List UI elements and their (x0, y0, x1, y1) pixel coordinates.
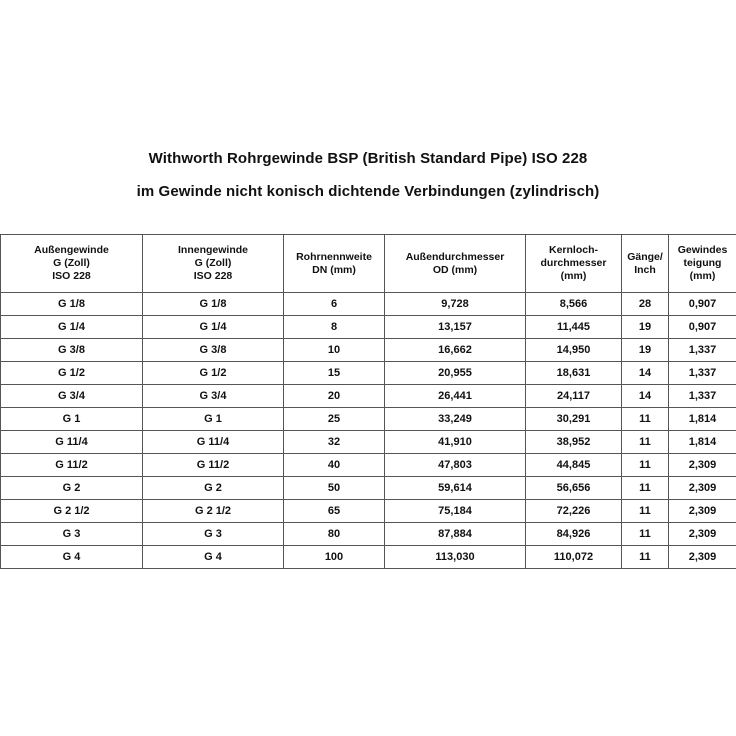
cell-core-hole-diameter: 56,656 (526, 477, 622, 500)
cell-thread-pitch: 1,814 (669, 408, 736, 431)
table-row (1, 293, 736, 316)
cell-internal-thread: G 3/8 (143, 339, 284, 362)
cell-outer-diameter: 75,184 (385, 500, 526, 523)
cell-threads-per-inch: 19 (622, 339, 669, 362)
table-row (1, 339, 736, 362)
cell-external-thread: G 11/4 (1, 431, 143, 454)
cell-internal-thread: G 3/4 (143, 385, 284, 408)
cell-threads-per-inch: 11 (622, 431, 669, 454)
table-row (1, 454, 736, 477)
cell-outer-diameter: 20,955 (385, 362, 526, 385)
cell-internal-thread: G 1/4 (143, 316, 284, 339)
cell-core-hole-diameter: 44,845 (526, 454, 622, 477)
cell-external-thread: G 3/8 (1, 339, 143, 362)
header-thread-pitch: Gewindes teigung (mm) (669, 235, 736, 293)
cell-outer-diameter: 59,614 (385, 477, 526, 500)
cell-outer-diameter: 13,157 (385, 316, 526, 339)
table-row (1, 431, 736, 454)
cell-internal-thread: G 1/8 (143, 293, 284, 316)
header-outer-diameter: Außendurchmesser OD (mm) (385, 235, 526, 293)
cell-core-hole-diameter: 18,631 (526, 362, 622, 385)
cell-threads-per-inch: 11 (622, 408, 669, 431)
cell-thread-pitch: 1,814 (669, 431, 736, 454)
cell-external-thread: G 1/4 (1, 316, 143, 339)
header-core-hole-diameter: Kernloch- durchmesser (mm) (526, 235, 622, 293)
cell-internal-thread: G 3 (143, 523, 284, 546)
cell-thread-pitch: 2,309 (669, 477, 736, 500)
cell-nominal-size: 15 (284, 362, 385, 385)
cell-internal-thread: G 11/4 (143, 431, 284, 454)
table-row (1, 477, 736, 500)
table-row (1, 546, 736, 569)
cell-outer-diameter: 9,728 (385, 293, 526, 316)
cell-nominal-size: 65 (284, 500, 385, 523)
cell-threads-per-inch: 19 (622, 316, 669, 339)
header-row (1, 235, 736, 293)
cell-core-hole-diameter: 14,950 (526, 339, 622, 362)
cell-external-thread: G 3 (1, 523, 143, 546)
cell-external-thread: G 3/4 (1, 385, 143, 408)
table-title: Withworth Rohrgewinde BSP (British Standard Pipe) ISO 228 (148, 150, 588, 167)
cell-threads-per-inch: 11 (622, 477, 669, 500)
table-body (1, 293, 736, 569)
cell-outer-diameter: 26,441 (385, 385, 526, 408)
cell-core-hole-diameter: 38,952 (526, 431, 622, 454)
cell-threads-per-inch: 28 (622, 293, 669, 316)
table-row (1, 362, 736, 385)
cell-external-thread: G 4 (1, 546, 143, 569)
table-row (1, 385, 736, 408)
cell-internal-thread: G 1 (143, 408, 284, 431)
cell-thread-pitch: 2,309 (669, 546, 736, 569)
header-internal-thread: Innengewinde G (Zoll) ISO 228 (143, 235, 284, 293)
table-row (1, 316, 736, 339)
table-row (1, 500, 736, 523)
cell-core-hole-diameter: 30,291 (526, 408, 622, 431)
table-row (1, 408, 736, 431)
cell-core-hole-diameter: 72,226 (526, 500, 622, 523)
header-nominal-size: Rohrnennweite DN (mm) (284, 235, 385, 293)
cell-thread-pitch: 0,907 (669, 316, 736, 339)
cell-core-hole-diameter: 24,117 (526, 385, 622, 408)
cell-nominal-size: 50 (284, 477, 385, 500)
cell-core-hole-diameter: 110,072 (526, 546, 622, 569)
cell-threads-per-inch: 11 (622, 546, 669, 569)
cell-outer-diameter: 33,249 (385, 408, 526, 431)
cell-thread-pitch: 1,337 (669, 339, 736, 362)
cell-thread-pitch: 0,907 (669, 293, 736, 316)
cell-thread-pitch: 1,337 (669, 362, 736, 385)
cell-external-thread: G 1 (1, 408, 143, 431)
cell-threads-per-inch: 11 (622, 523, 669, 546)
cell-outer-diameter: 16,662 (385, 339, 526, 362)
cell-internal-thread: G 2 (143, 477, 284, 500)
cell-nominal-size: 6 (284, 293, 385, 316)
cell-threads-per-inch: 11 (622, 454, 669, 477)
cell-threads-per-inch: 14 (622, 385, 669, 408)
cell-nominal-size: 25 (284, 408, 385, 431)
cell-thread-pitch: 2,309 (669, 500, 736, 523)
cell-nominal-size: 20 (284, 385, 385, 408)
cell-external-thread: G 11/2 (1, 454, 143, 477)
cell-threads-per-inch: 11 (622, 500, 669, 523)
cell-external-thread: G 1/8 (1, 293, 143, 316)
cell-internal-thread: G 2 1/2 (143, 500, 284, 523)
header-threads-per-inch: Gänge/ Inch (622, 235, 669, 293)
table-subtitle: im Gewinde nicht konisch dichtende Verbindungen (zylindrisch) (136, 183, 600, 200)
cell-internal-thread: G 4 (143, 546, 284, 569)
cell-nominal-size: 100 (284, 546, 385, 569)
cell-thread-pitch: 1,337 (669, 385, 736, 408)
cell-outer-diameter: 113,030 (385, 546, 526, 569)
cell-external-thread: G 2 (1, 477, 143, 500)
cell-nominal-size: 80 (284, 523, 385, 546)
cell-core-hole-diameter: 84,926 (526, 523, 622, 546)
cell-internal-thread: G 1/2 (143, 362, 284, 385)
cell-thread-pitch: 2,309 (669, 454, 736, 477)
cell-nominal-size: 32 (284, 431, 385, 454)
cell-outer-diameter: 41,910 (385, 431, 526, 454)
table-row (1, 523, 736, 546)
cell-nominal-size: 8 (284, 316, 385, 339)
header-external-thread: Außengewinde G (Zoll) ISO 228 (1, 235, 143, 293)
cell-nominal-size: 40 (284, 454, 385, 477)
cell-core-hole-diameter: 8,566 (526, 293, 622, 316)
cell-outer-diameter: 87,884 (385, 523, 526, 546)
cell-core-hole-diameter: 11,445 (526, 316, 622, 339)
cell-thread-pitch: 2,309 (669, 523, 736, 546)
thread-spec-table (0, 234, 736, 569)
cell-external-thread: G 2 1/2 (1, 500, 143, 523)
cell-nominal-size: 10 (284, 339, 385, 362)
cell-outer-diameter: 47,803 (385, 454, 526, 477)
cell-external-thread: G 1/2 (1, 362, 143, 385)
cell-threads-per-inch: 14 (622, 362, 669, 385)
cell-internal-thread: G 11/2 (143, 454, 284, 477)
